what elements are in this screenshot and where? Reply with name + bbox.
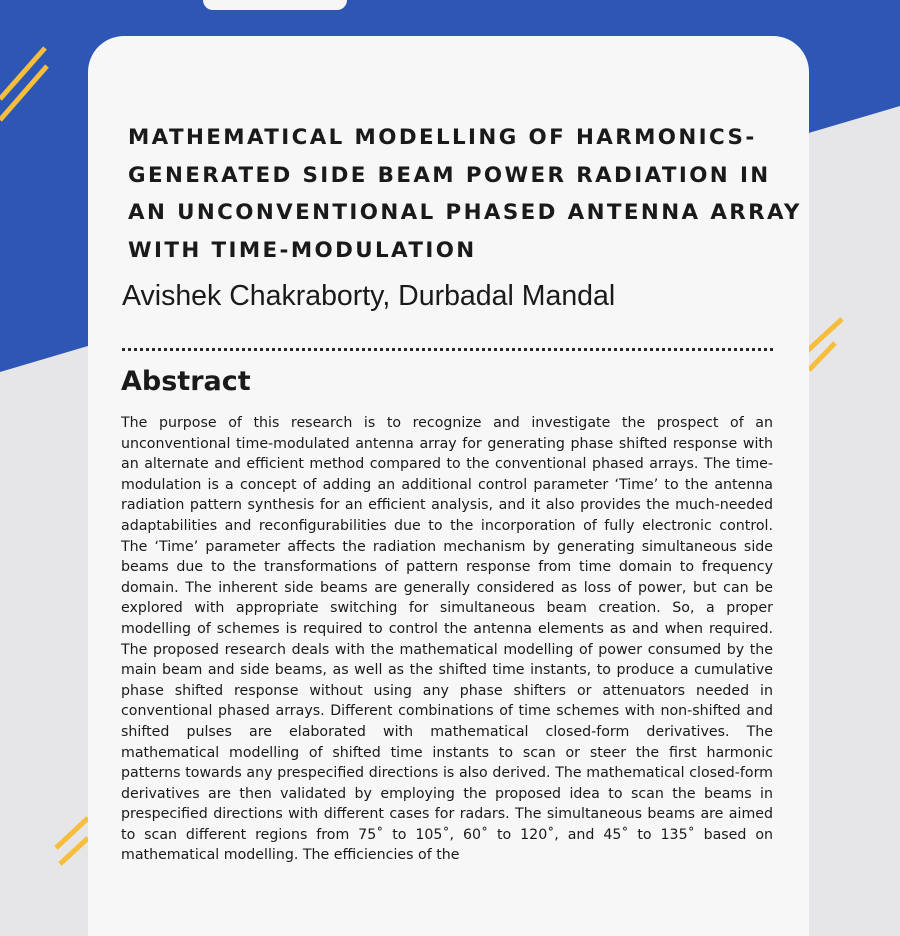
dotted-divider [122,348,773,351]
abstract-heading: Abstract [121,366,251,397]
paper-title: MATHEMATICAL MODELLING OF HARMONICS-GENERATED SIDE BEAM POWER RADIATION IN AN UNCONVENTIONAL PHASED ANTENNA ARRAY WITH TIME-MODULATION [128,125,802,263]
stripe-right-1 [806,319,842,352]
paper-authors: Avishek Chakraborty, Durbadal Mandal [122,280,616,312]
abstract-text: The purpose of this research is to recognize and investigate the prospect of an unconventional time-modulated antenna array for generating phase shifted response with an alternate and efficient method compared to the conventional phased arrays. The time-modulation is a concept of adding an additional control parameter ‘Time’ to the antenna radiation pattern synthesis for an efficient analysis, and it also provides the much-needed adaptabilities and reconfigurabilities due to the incorporation of fully electronic control. The ‘Time’ parameter affects the radiation mechanism by generating simultaneous side beams due to the transformations of pattern response from time domain to frequency domain. The inherent side beams are generally considered as loss of power, but can be explored with appropriate switching for simultaneous beam creation. So, a proper modelling of schemes is required to control the antenna elements as and when required. The proposed research deals with the mathematical modelling of power consumed by the main beam and side beams, as well as the shifted time instants, to produce a cumulative phase shifted response without using any phase shifters or attenuators needed in conventional phased arrays. Different combinations of time schemes with non-shifted and shifted pulses are elaborated with mathematical closed-form derivatives. The mathematical modelling of shifted time instants to scan or steer the first harmonic patterns towards any prespecified directions is also derived. The mathematical closed-form derivatives are then validated by employing the proposed idea to scan the beams in prespecified directions with different cases for radars. The simultaneous beams are aimed to scan different regions from 75˚ to 105˚, 60˚ to 120˚, and 45˚ to 135˚ based on mathematical modelling. The efficiencies of the [121,415,773,864]
top-tab-decoration [203,0,347,10]
